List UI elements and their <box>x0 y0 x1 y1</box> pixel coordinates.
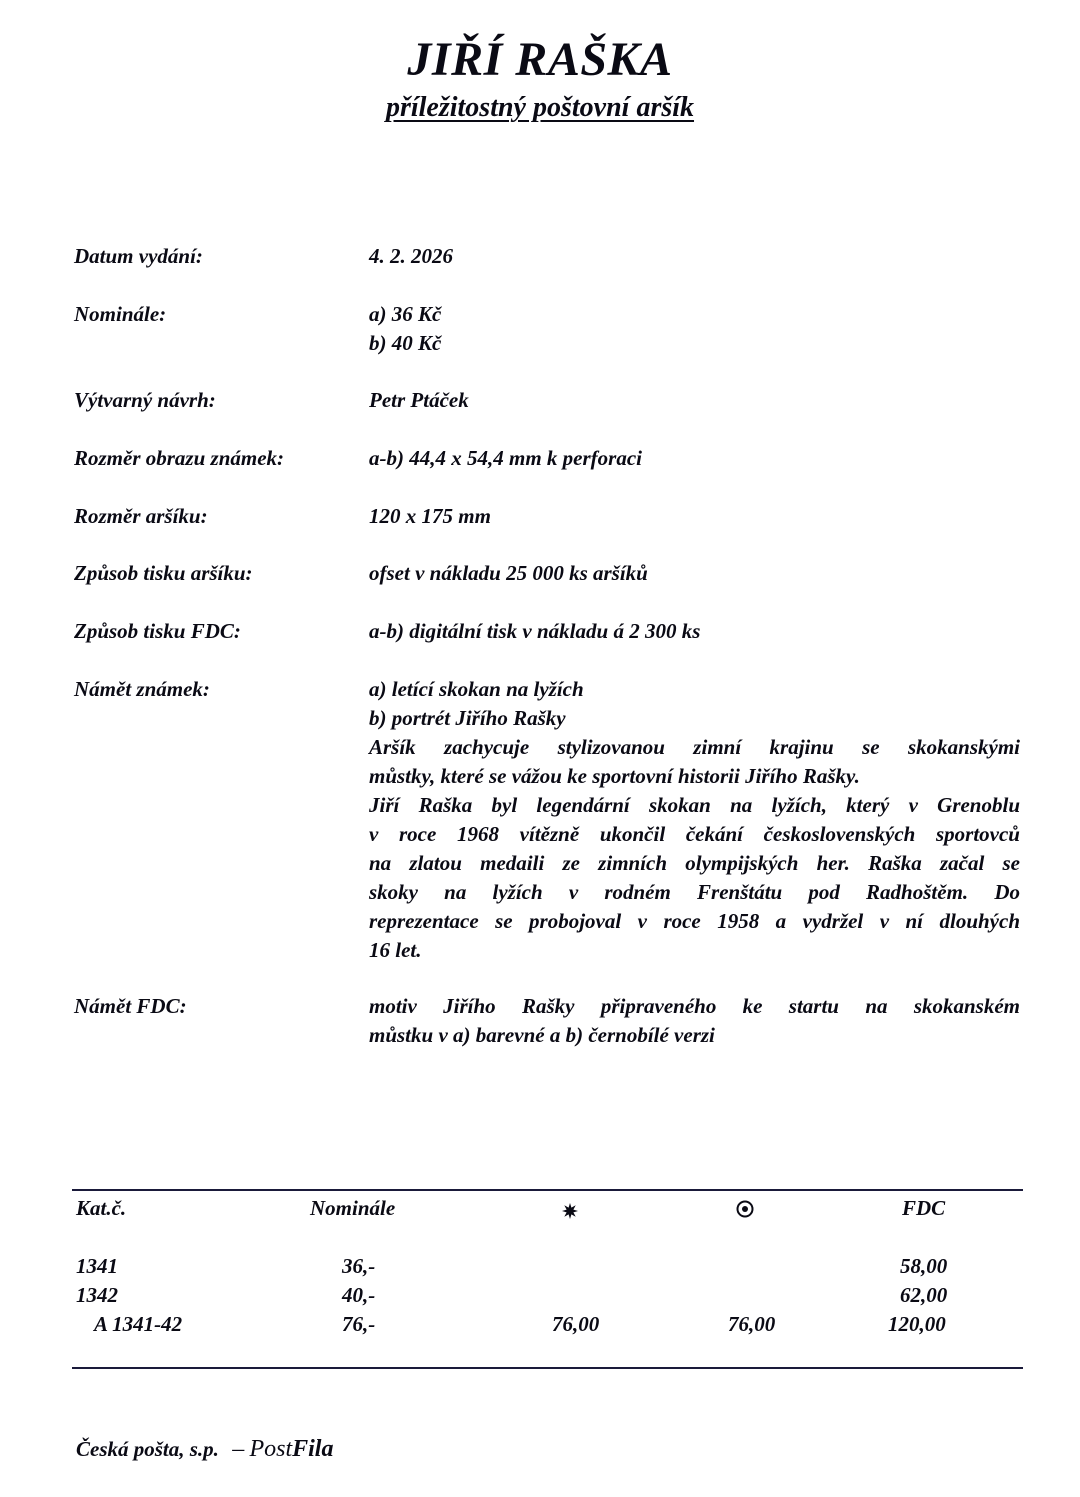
cell-mint: 76,00 <box>552 1312 600 1336</box>
cell-used: 76,00 <box>728 1312 776 1336</box>
field-label: Způsob tisku aršíku: <box>74 561 253 585</box>
field-value <box>369 992 1020 1050</box>
field-label: Rozměr obrazu známek: <box>74 446 285 470</box>
value-line: skoky na lyžích v rodném Frenštátu pod Radhoštěm. Do <box>369 880 1020 904</box>
cell-fdc: 120,00 <box>888 1312 946 1336</box>
star-burst-icon <box>562 1200 578 1225</box>
field-value: Petr Ptáček <box>369 388 469 412</box>
value-line: b) 40 Kč <box>369 331 442 355</box>
field-label: Námět FDC: <box>74 994 187 1018</box>
value-line: na zlatou medaili ze zimních olympijských her. Raška začal se <box>369 851 1020 875</box>
value-line: b) portrét Jiřího Rašky <box>369 706 566 730</box>
field-label: Výtvarný návrh: <box>74 388 216 412</box>
value-line: můstky, které se vážou ke sportovní historii Jiřího Rašky. <box>369 764 860 788</box>
header-fdc: FDC <box>902 1196 946 1220</box>
table-top-rule <box>72 1189 1023 1191</box>
value-line: a) 36 Kč <box>369 302 442 326</box>
field-value: ofset v nákladu 25 000 ks aršíků <box>369 561 648 585</box>
field-label: Rozměr aršíku: <box>74 504 208 528</box>
value-line: můstku v a) barevné a b) černobílé verzi <box>369 1023 715 1047</box>
page-subtitle <box>0 90 1080 126</box>
cell-nominal: 36,- <box>342 1254 376 1278</box>
footer <box>76 1436 333 1463</box>
value-line: 16 let. <box>369 938 422 962</box>
field-label: Datum vydání: <box>74 244 203 268</box>
cell-cat: A 1341-42 <box>94 1312 183 1336</box>
publisher: Česká pošta, s.p. <box>76 1437 219 1461</box>
header-cat: Kat.č. <box>76 1196 127 1220</box>
field-value <box>369 300 1020 358</box>
cell-cat: 1342 <box>76 1283 118 1307</box>
brand-post: Post <box>249 1436 293 1462</box>
field-value: a-b) 44,4 x 54,4 mm k perforaci <box>369 446 642 470</box>
cell-nominal: 76,- <box>342 1312 376 1336</box>
cell-cat: 1341 <box>76 1254 118 1278</box>
header-nominal: Nominále <box>310 1196 396 1220</box>
cell-nominal: 40,- <box>342 1283 376 1307</box>
brand-fila: Fila <box>292 1436 334 1462</box>
page-title: JIŘÍ RAŠKA <box>407 33 673 86</box>
field-value: 4. 2. 2026 <box>369 244 453 268</box>
field-label: Nominále: <box>74 302 167 326</box>
cell-fdc: 58,00 <box>900 1254 948 1278</box>
subtitle-text: příležitostný poštovní aršík <box>385 92 695 123</box>
dash: – <box>232 1436 245 1462</box>
field-label: Námět známek: <box>74 677 210 701</box>
field-label: Způsob tisku FDC: <box>74 619 241 643</box>
field-value <box>369 675 1020 965</box>
field-value: a-b) digitální tisk v nákladu á 2 300 ks <box>369 619 701 643</box>
value-line: a) letící skokan na lyžích <box>369 677 584 701</box>
postmark-circle-icon <box>736 1199 754 1224</box>
cell-fdc: 62,00 <box>900 1283 948 1307</box>
value-line: reprezentace se probojoval v roce 1958 a vydržel v ní dlouhých <box>369 909 1020 933</box>
value-line: v roce 1968 vítězně ukončil čekání československých sportovců <box>369 822 1020 846</box>
value-line: Aršík zachycuje stylizovanou zimní krajinu se skokanskými <box>369 735 1020 759</box>
value-line: Jiří Raška byl legendární skokan na lyžích, který v Grenoblu <box>369 793 1020 817</box>
table-bottom-rule <box>72 1367 1023 1369</box>
value-line: motiv Jiřího Rašky připraveného ke startu na skokanském <box>369 994 1020 1018</box>
field-value: 120 x 175 mm <box>369 504 491 528</box>
